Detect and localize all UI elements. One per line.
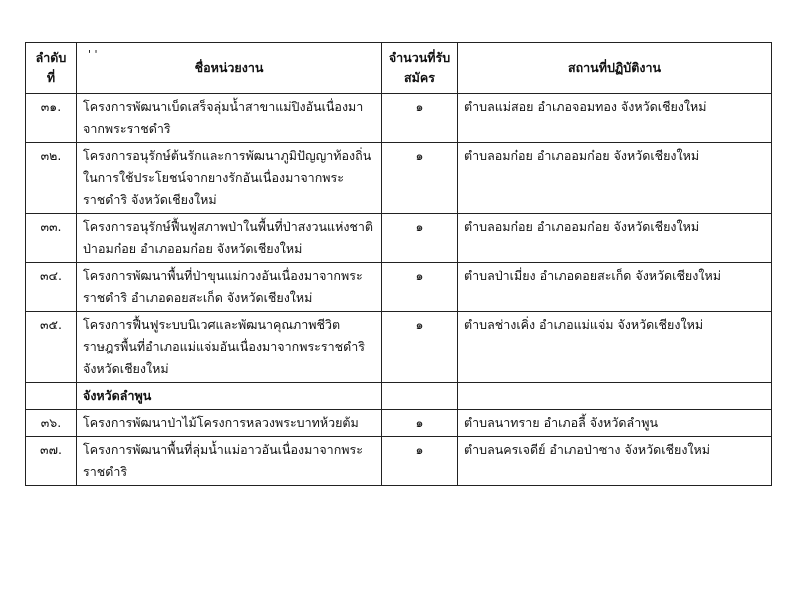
- row-location: ตำบลช่างเคิ่ง อำเภอแม่แจ่ม จังหวัดเชียงใหม่: [458, 312, 772, 383]
- row-location: ตำบลอมก๋อย อำเภออมก๋อย จังหวัดเชียงใหม่: [458, 143, 772, 214]
- header-name: ชื่อหน่วยงาน: [77, 43, 382, 94]
- province-heading: จังหวัดลำพูน: [77, 383, 382, 410]
- row-count: ๑: [382, 214, 458, 263]
- header-no: ลำดับที่: [26, 43, 77, 94]
- province-heading-row: [26, 383, 772, 410]
- row-no: ๓๖.: [26, 410, 77, 437]
- row-location: ตำบลนครเจดีย์ อำเภอป่าซาง จังหวัดเชียงใหม่: [458, 437, 772, 486]
- row-no: ๓๑.: [26, 94, 77, 143]
- row-name: โครงการอนุรักษ์ต้นรักและการพัฒนาภูมิปัญญาท้องถิ่นในการใช้ประโยชน์จากยางรักอันเนื่องมาจากพระราชดำริ จังหวัดเชียงใหม่: [77, 143, 382, 214]
- row-location: ตำบลนาทราย อำเภอลี้ จังหวัดลำพูน: [458, 410, 772, 437]
- table-row: [26, 143, 772, 214]
- row-count: ๑: [382, 94, 458, 143]
- header-count: จำนวนที่รับสมัคร: [382, 43, 458, 94]
- header-dots: ' ': [88, 48, 98, 61]
- row-no: ๓๓.: [26, 214, 77, 263]
- province-no-cell: [26, 383, 77, 410]
- row-count: ๑: [382, 143, 458, 214]
- row-location: ตำบลอมก๋อย อำเภออมก๋อย จังหวัดเชียงใหม่: [458, 214, 772, 263]
- table-row: [26, 263, 772, 312]
- row-location: ตำบลป่าเมี่ยง อำเภอดอยสะเก็ด จังหวัดเชียงใหม่: [458, 263, 772, 312]
- units-table: [25, 42, 772, 486]
- table-row: [26, 94, 772, 143]
- row-name: โครงการพัฒนาพื้นที่ลุ่มน้ำแม่อาวอันเนื่องมาจากพระราชดำริ: [77, 437, 382, 486]
- row-location: ตำบลแม่สอย อำเภอจอมทอง จังหวัดเชียงใหม่: [458, 94, 772, 143]
- row-name: โครงการพัฒนาพื้นที่ป่าขุนแม่กวงอันเนื่องมาจากพระราชดำริ อำเภอดอยสะเก็ด จังหวัดเชียงใหม่: [77, 263, 382, 312]
- table-row: [26, 214, 772, 263]
- row-count: ๑: [382, 410, 458, 437]
- row-name: โครงการอนุรักษ์ฟื้นฟูสภาพป่าในพื้นที่ป่าสงวนแห่งชาติป่าอมก๋อย อำเภออมก๋อย จังหวัดเชียงใหม่: [77, 214, 382, 263]
- table-header-row: [26, 43, 772, 94]
- row-no: ๓๒.: [26, 143, 77, 214]
- row-no: ๓๕.: [26, 312, 77, 383]
- row-name: โครงการฟื้นฟูระบบนิเวศและพัฒนาคุณภาพชีวิตราษฎรพื้นที่อำเภอแม่แจ่มอันเนื่องมาจากพระราชดำริ จังหวัดเชียงใหม่: [77, 312, 382, 383]
- table-row: [26, 410, 772, 437]
- table-row: [26, 312, 772, 383]
- province-location-cell: [458, 383, 772, 410]
- row-count: ๑: [382, 437, 458, 486]
- row-no: ๓๔.: [26, 263, 77, 312]
- table-row: [26, 437, 772, 486]
- header-location: สถานที่ปฏิบัติงาน: [458, 43, 772, 94]
- row-count: ๑: [382, 263, 458, 312]
- row-name: โครงการพัฒนาเบ็ดเสร็จลุ่มน้ำสาขาแม่ปิงอันเนื่องมาจากพระราชดำริ: [77, 94, 382, 143]
- row-name: โครงการพัฒนาป่าไม้โครงการหลวงพระบาทห้วยต้ม: [77, 410, 382, 437]
- row-count: ๑: [382, 312, 458, 383]
- row-no: ๓๗.: [26, 437, 77, 486]
- province-count-cell: [382, 383, 458, 410]
